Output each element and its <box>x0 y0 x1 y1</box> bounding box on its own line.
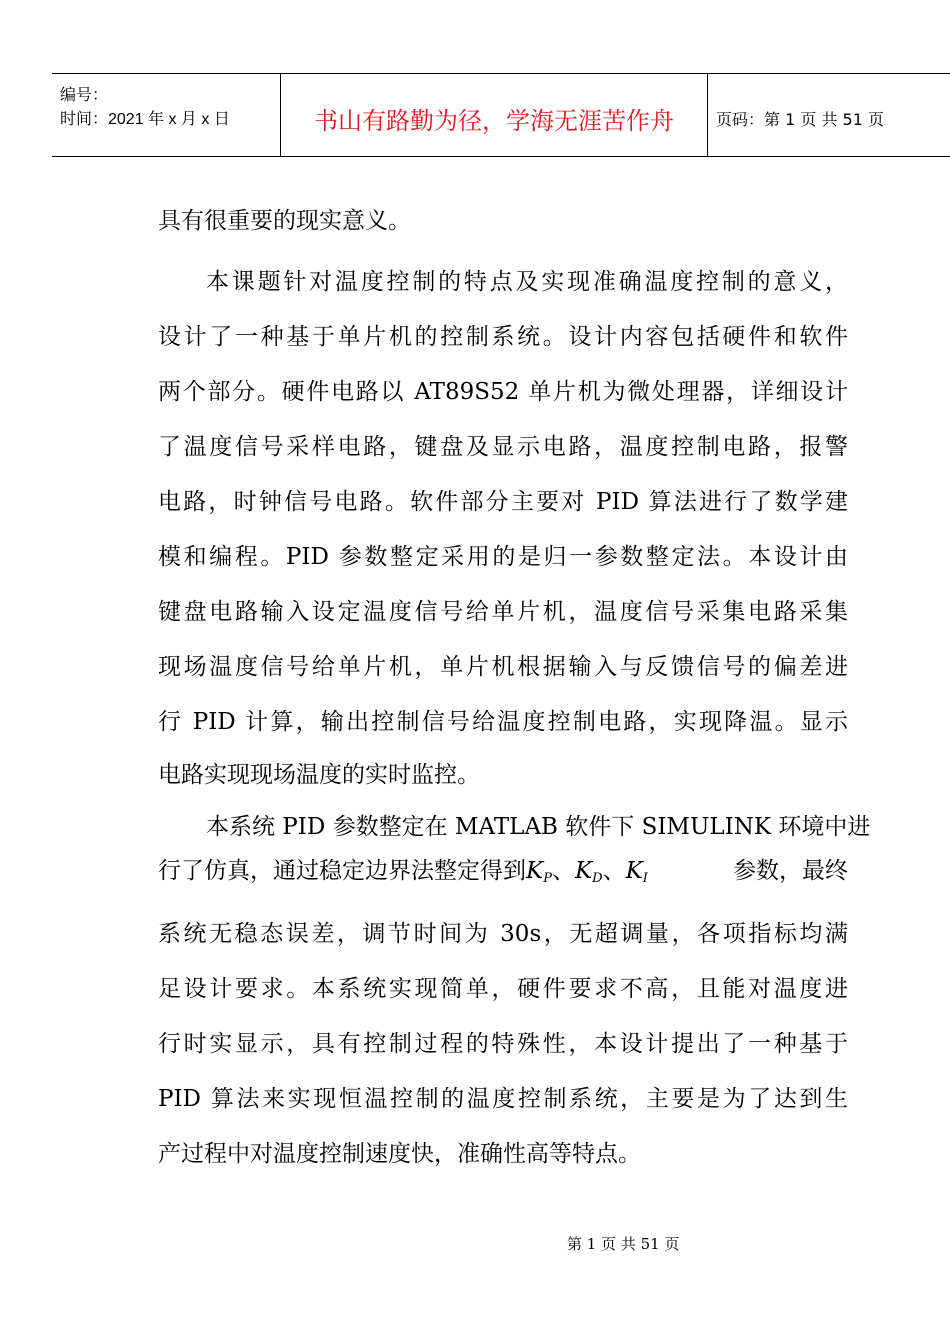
kp-subscript: P <box>543 871 552 886</box>
formula-text-after: 参数，最终 <box>733 858 848 884</box>
body-line: 键盘电路输入设定温度信号给单片机，温度信号采集电路采集 <box>158 599 848 625</box>
page-header <box>52 73 950 157</box>
formula-separator: 、 <box>602 858 626 884</box>
formula-line <box>158 852 848 886</box>
body-line: 行时实显示，具有控制过程的特殊性，本设计提出了一种基于 <box>158 1031 848 1057</box>
body-line: 了温度信号采样电路，键盘及显示电路，温度控制电路，报警 <box>158 434 848 460</box>
body-line: 电路，时钟信号电路。软件部分主要对 PID 算法进行了数学建 <box>158 489 848 515</box>
body-line: 模和编程。PID 参数整定采用的是归一参数整定法。本设计由 <box>158 544 848 570</box>
header-meta-cell <box>52 74 280 156</box>
kd-base: K <box>574 858 593 884</box>
header-page-cell <box>707 74 950 156</box>
body-line: 具有很重要的现实意义。 <box>158 208 411 234</box>
body-line: 足设计要求。本系统实现简单，硬件要求不高，且能对温度进 <box>158 976 848 1002</box>
body-line: 系统无稳态误差，调节时间为 30s，无超调量，各项指标均满 <box>158 921 848 947</box>
page-footer: 第 1 页 共 51 页 <box>567 1235 680 1253</box>
body-line: 现场温度信号给单片机，单片机根据输入与反馈信号的偏差进 <box>158 654 848 680</box>
document-number-label: 编号： <box>60 87 109 104</box>
body-line: 本课题针对温度控制的特点及实现准确温度控制的意义， <box>206 269 848 295</box>
ki-subscript: I <box>642 871 648 886</box>
formula-text-before: 行了仿真，通过稳定边界法整定得到 <box>158 858 526 884</box>
body-line: 本系统 PID 参数整定在 MATLAB 软件下 SIMULINK 环境中进 <box>206 814 871 840</box>
document-time-label: 时间：2021 年 x 月 x 日 <box>60 111 230 128</box>
header-page-info: 页码：第 1 页 共 51 页 <box>716 110 884 129</box>
formula-separator: 、 <box>551 858 575 884</box>
body-line: PID 算法来实现恒温控制的温度控制系统，主要是为了达到生 <box>158 1086 848 1112</box>
kd-subscript: D <box>592 871 603 886</box>
body-line: 两个部分。硬件电路以 AT89S52 单片机为微处理器，详细设计 <box>158 379 848 405</box>
body-line: 产过程中对温度控制速度快，准确性高等特点。 <box>158 1141 641 1167</box>
kd-symbol <box>575 858 603 884</box>
body-line: 电路实现现场温度的实时监控。 <box>158 762 480 788</box>
header-motto-cell <box>280 74 707 156</box>
kp-symbol <box>526 858 552 884</box>
ki-symbol <box>626 858 648 884</box>
body-line: 行 PID 计算，输出控制信号给温度控制电路，实现降温。显示 <box>158 709 848 735</box>
body-line: 设计了一种基于单片机的控制系统。设计内容包括硬件和软件 <box>158 324 848 350</box>
header-motto: 书山有路勤为径，学海无涯苦作舟 <box>314 107 674 135</box>
kp-base: K <box>526 858 544 884</box>
ki-base: K <box>625 858 643 884</box>
